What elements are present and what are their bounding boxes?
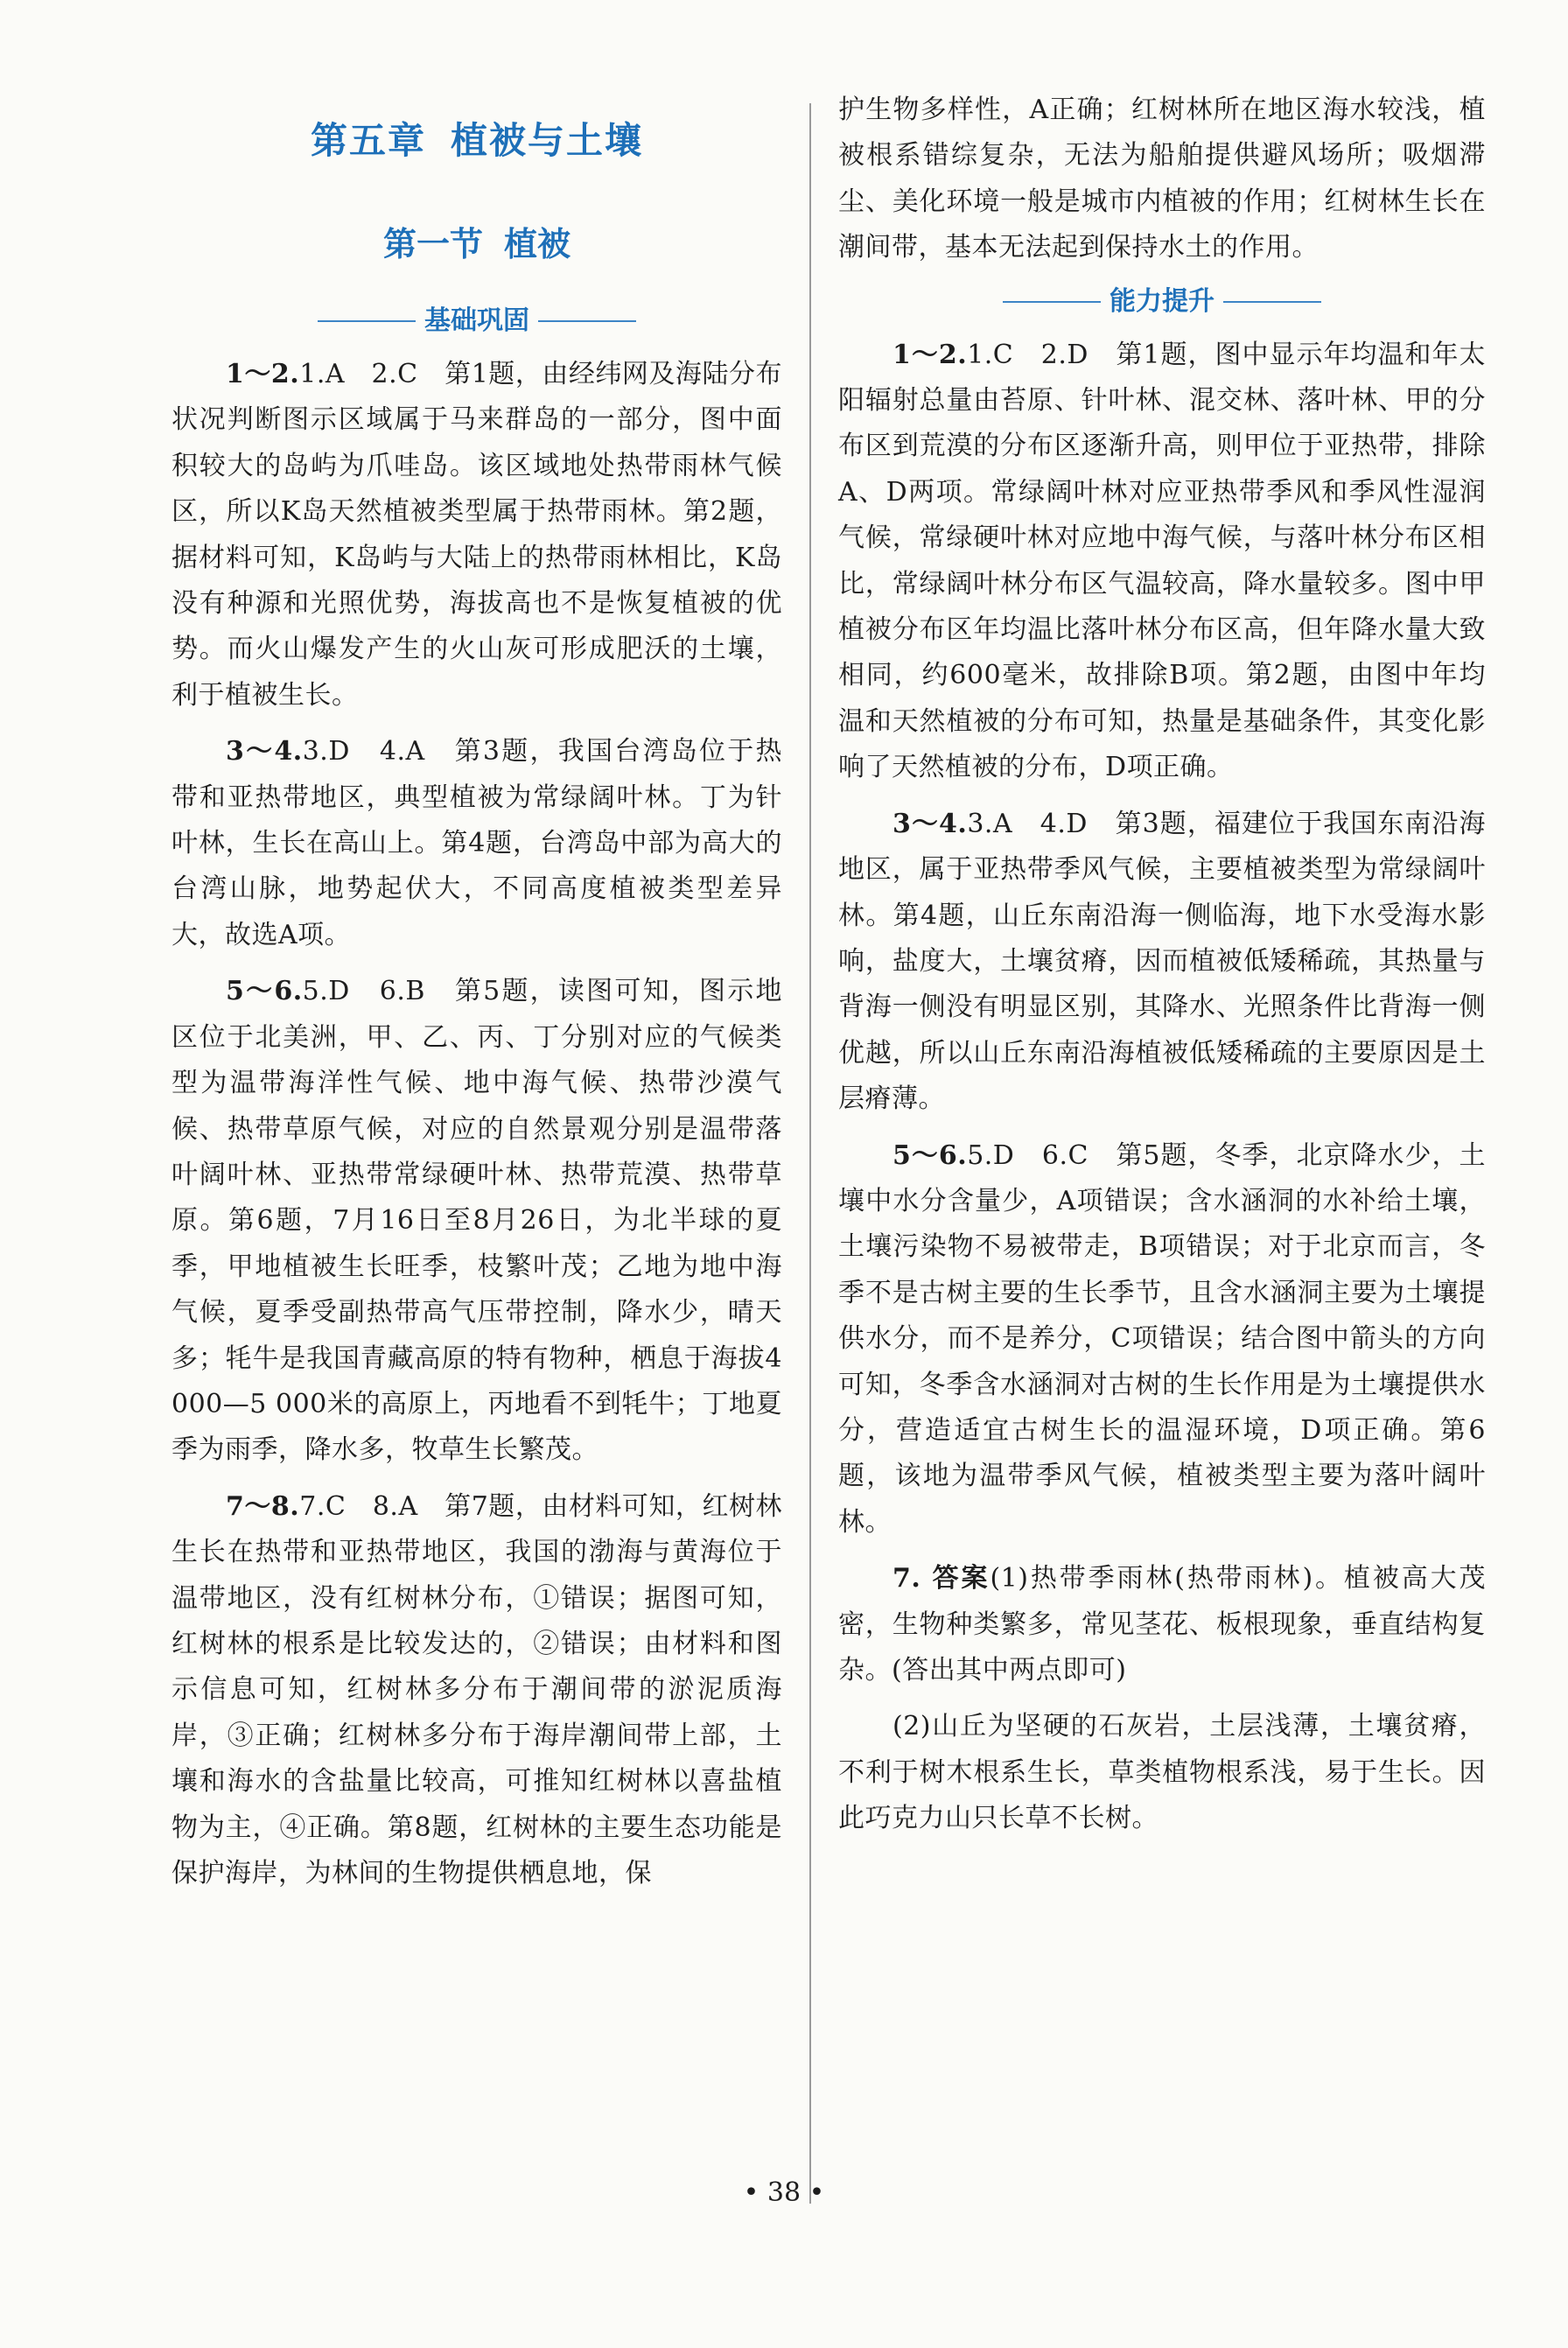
section-name: 植被 [504,225,571,263]
answer-text: 1.C 2.D 第1题，图中显示年均温和年太阳辐射总量由苔原、针叶林、混交林、落叶林、甲的分布区到荒漠的分布区逐渐升高，则甲位于亚热带，排除A、D两项。常绿阔叶林对应亚热带季风和季风性湿润气候，常绿硬叶林对应地中海气候，与落叶林分布区相比，常绿阔叶林分布区气温较高，降水量较多。图中甲植被分布区年均温比落叶林分布区高，但年降水量大致相同，约600毫米，故排除B项。第2题，由图中年均温和天然植被的分布可知，热量是基础条件，其变化影响了天然植被的分布，D项正确。 [838,339,1486,783]
answer-paragraph [838,1556,1486,1693]
heading-rule-left [318,320,416,322]
question-range: 1～2. [226,359,300,389]
answer-text: 3.A 4.D 第3题，福建位于我国东南沿海地区，属于亚热带季风气候，主要植被类型为常绿阔叶林。第4题，山丘东南沿海一侧临海，地下水受海水影响，盐度大，土壤贫瘠，因而植被低矮稀疏，其热量与背海一侧没有明显区别，其降水、光照条件比背海一侧优越，所以山丘东南沿海植被低矮稀疏的主要原因是土层瘠薄。 [838,808,1486,1115]
chapter-name: 植被与土壤 [451,119,644,162]
answer-paragraph [172,352,782,718]
question-range: 5～6. [226,976,303,1007]
continued-paragraph: 护生物多样性，A正确；红树林所在地区海水较浅，植被根系错综复杂，无法为船舶提供避风场所；吸烟滞尘、美化环境一般是城市内植被的作用；红树林生长在潮间带，基本无法起到保持水土的作用。 [838,95,1486,263]
answer-paragraph [838,1133,1486,1546]
answer-paragraph [838,1704,1486,1841]
answer-paragraph [172,969,782,1473]
basic-consolidation-heading [172,305,782,336]
answer-text: 5.D 6.C 第5题，冬季，北京降水少，土壤中水分含量少，A项错误；含水涵洞的水补给土壤，土壤污染物不易被带走，B项错误；对于北京而言，冬季不是古树主要的生长季节，且含水涵洞主要为土壤提供水分，而不是养分，C项错误；结合图中箭头的方向可知，冬季含水涵洞对古树的生长作用是为土壤提供水分，营造适宜古树生长的温湿环境，D项正确。第6题，该地为温带季风气候，植被类型主要为落叶阔叶林。 [838,1139,1486,1538]
page-number: • 38 • [743,2177,825,2208]
heading-rule-right [538,320,636,322]
section-title [172,225,782,263]
question-range: 1～2. [892,339,968,370]
right-column [838,88,1486,1842]
heading-rule-left [1003,301,1101,303]
answer-paragraph [838,333,1486,791]
question-range: 3～4. [892,808,968,839]
answer-text: 5.D 6.B 第5题，读图可知，图示地区位于北美洲，甲、乙、丙、丁分别对应的气候类型为温带海洋性气候、地中海气候、热带沙漠气候、热带草原气候，对应的自然景观分别是温带落叶阔叶林、亚热带常绿硬叶林、热带荒漠、热带草原。第6题，7月16日至8月26日，为北半球的夏季，甲地植被生长旺季，枝繁叶茂；乙地为地中海气候，夏季受副热带高气压带控制，降水少，晴天多；牦牛是我国青藏高原的特有物种，栖息于海拔4 000—5 000米的高原上，丙地看不到牦牛；丁地夏季为雨季，降水多，牧草生长繁茂。 [172,976,782,1466]
answer-text: 7.C 8.A 第7题，由材料可知，红树林生长在热带和亚热带地区，我国的渤海与黄海位于温带地区，没有红树林分布，①错误；据图可知，红树林的根系是比较发达的，②错误；由材料和图示信息可知，红树林多分布于潮间带的淤泥质海岸，③正确；红树林多分布于海岸潮间带上部，土壤和海水的含盐量比较高，可推知红树林以喜盐植物为主，④正确。第8题，红树林的主要生态功能是保护海岸，为林间的生物提供栖息地，保 [172,1490,782,1889]
question-label: 7. 答案 [892,1563,990,1595]
answer-paragraph [838,802,1486,1123]
chapter-number: 第五章 [310,119,426,162]
heading-label: 能力提升 [1110,285,1214,317]
answer-text: 1.A 2.C 第1题，由经纬网及海陆分布状况判断图示区域属于马来群岛的一部分，图中面积较大的岛屿为爪哇岛。该区域地处热带雨林气候区，所以K岛天然植被类型属于热带雨林。第2题，据材料可知，K岛屿与大陆上的热带雨林相比，K岛没有种源和光照优势，海拔高也不是恢复植被的优势。而火山爆发产生的火山灰可形成肥沃的土壤，利于植被生长。 [172,359,782,711]
heading-label: 基础巩固 [424,305,529,336]
question-range: 3～4. [226,736,303,767]
ability-improvement-heading [838,285,1486,317]
answer-paragraph [172,729,782,958]
answer-text: 3.D 4.A 第3题，我国台湾岛位于热带和亚热带地区，典型植被为常绿阔叶林。丁为针叶林，生长在高山上。第4题，台湾岛中部为高大的台湾山脉，地势起伏大，不同高度植被类型差异大，故选A项。 [172,736,782,950]
left-column [172,84,782,1896]
chapter-title [172,119,782,162]
answer-paragraph [172,1484,782,1897]
question-range: 7～8. [226,1490,300,1522]
answer-text: (1)热带季雨林(热带雨林)。植被高大茂密，生物种类繁多，常见茎花、板根现象，垂直结构复杂。(答出其中两点即可) [838,1563,1486,1686]
answer-text: (2)山丘为坚硬的石灰岩，土层浅薄，土壤贫瘠，不利于树木根系生长，草类植物根系浅，易于生长。因此巧克力山只长草不长树。 [838,1711,1486,1834]
question-range: 5～6. [892,1139,968,1171]
section-number: 第一节 [382,225,483,263]
column-divider [809,103,811,2204]
heading-rule-right [1223,301,1321,303]
